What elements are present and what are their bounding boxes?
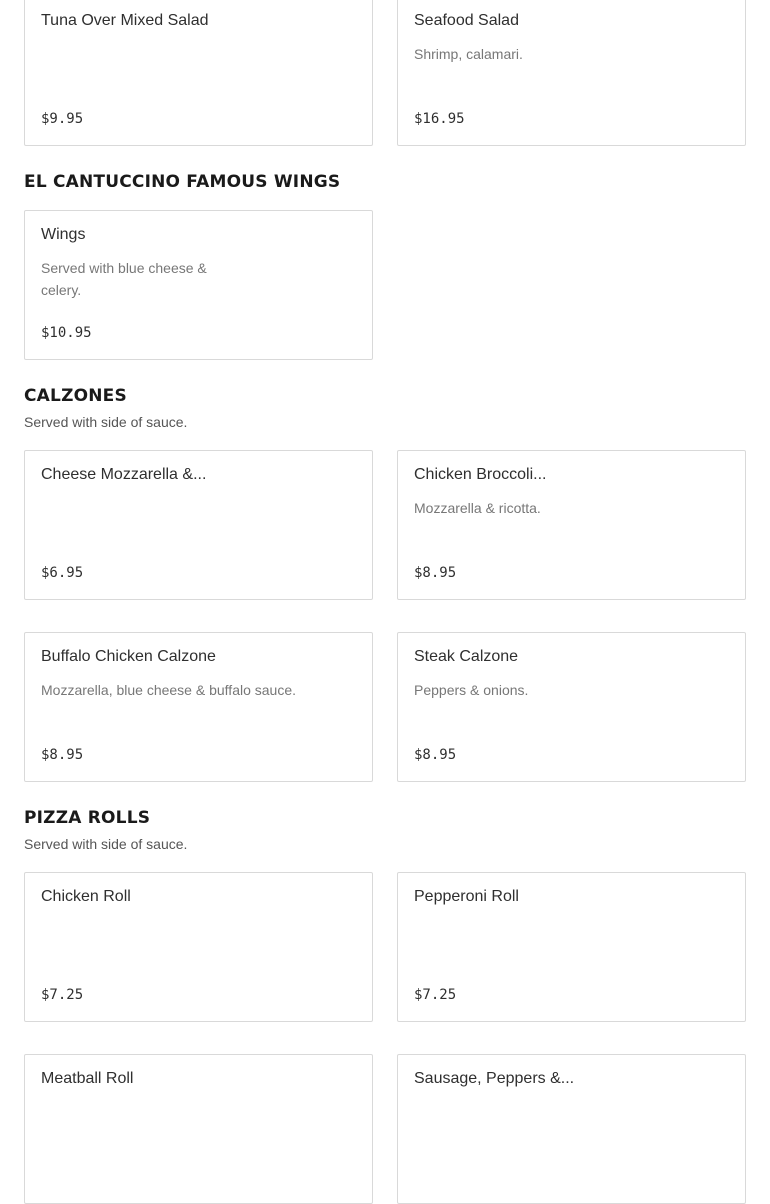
menu-item-card[interactable] [24, 872, 373, 1022]
menu-item-card[interactable] [397, 0, 746, 146]
menu-item-name: Chicken Roll [41, 888, 131, 905]
section-subtitle-pizza-rolls: Served with side of sauce. [24, 836, 188, 852]
menu-item-description: Peppers & onions. [414, 682, 529, 698]
menu-item-card[interactable] [24, 0, 373, 146]
menu-item-price: $6.95 [41, 565, 84, 581]
menu-item-name: Wings [41, 226, 86, 243]
menu-item-card[interactable] [24, 210, 373, 360]
menu-item-name: Chicken Broccoli... [414, 466, 547, 483]
menu-item-description: Mozzarella, blue cheese & buffalo sauce. [41, 682, 297, 698]
menu-item-card[interactable] [24, 632, 373, 782]
menu-item-price: $10.95 [41, 325, 92, 341]
menu-item-name: Sausage, Peppers &... [414, 1070, 575, 1087]
section-title-pizza-rolls: PIZZA ROLLS [24, 808, 151, 828]
menu-item-name: Steak Calzone [414, 648, 519, 665]
menu-item-price: $8.95 [41, 747, 84, 763]
menu-item-card[interactable] [24, 1054, 373, 1204]
menu-item-description: Mozzarella & ricotta. [414, 500, 541, 516]
menu-item-card[interactable] [397, 872, 746, 1022]
menu-item-description: Served with blue cheese & celery. [41, 260, 207, 298]
menu-item-name: Cheese Mozzarella &... [41, 466, 207, 483]
menu-item-name: Meatball Roll [41, 1070, 134, 1087]
section-title-calzones: CALZONES [24, 386, 127, 406]
menu-item-card[interactable] [397, 632, 746, 782]
menu-item-price: $7.25 [414, 987, 457, 1003]
menu-item-card[interactable] [397, 1054, 746, 1204]
menu-item-card[interactable] [397, 450, 746, 600]
menu-item-name: Tuna Over Mixed Salad [41, 12, 209, 29]
menu-item-name: Pepperoni Roll [414, 888, 519, 905]
menu-item-price: $8.95 [414, 747, 457, 763]
menu-item-description: Shrimp, calamari. [414, 46, 523, 62]
menu-item-price: $9.95 [41, 111, 84, 127]
section-subtitle-calzones: Served with side of sauce. [24, 414, 188, 430]
menu-item-price: $16.95 [414, 111, 465, 127]
menu-item-price: $7.25 [41, 987, 84, 1003]
section-title-wings: EL CANTUCCINO FAMOUS WINGS [24, 172, 341, 192]
menu-item-card[interactable] [24, 450, 373, 600]
menu-item-price: $8.95 [414, 565, 457, 581]
menu-item-name: Seafood Salad [414, 12, 519, 29]
menu-item-name: Buffalo Chicken Calzone [41, 648, 216, 665]
